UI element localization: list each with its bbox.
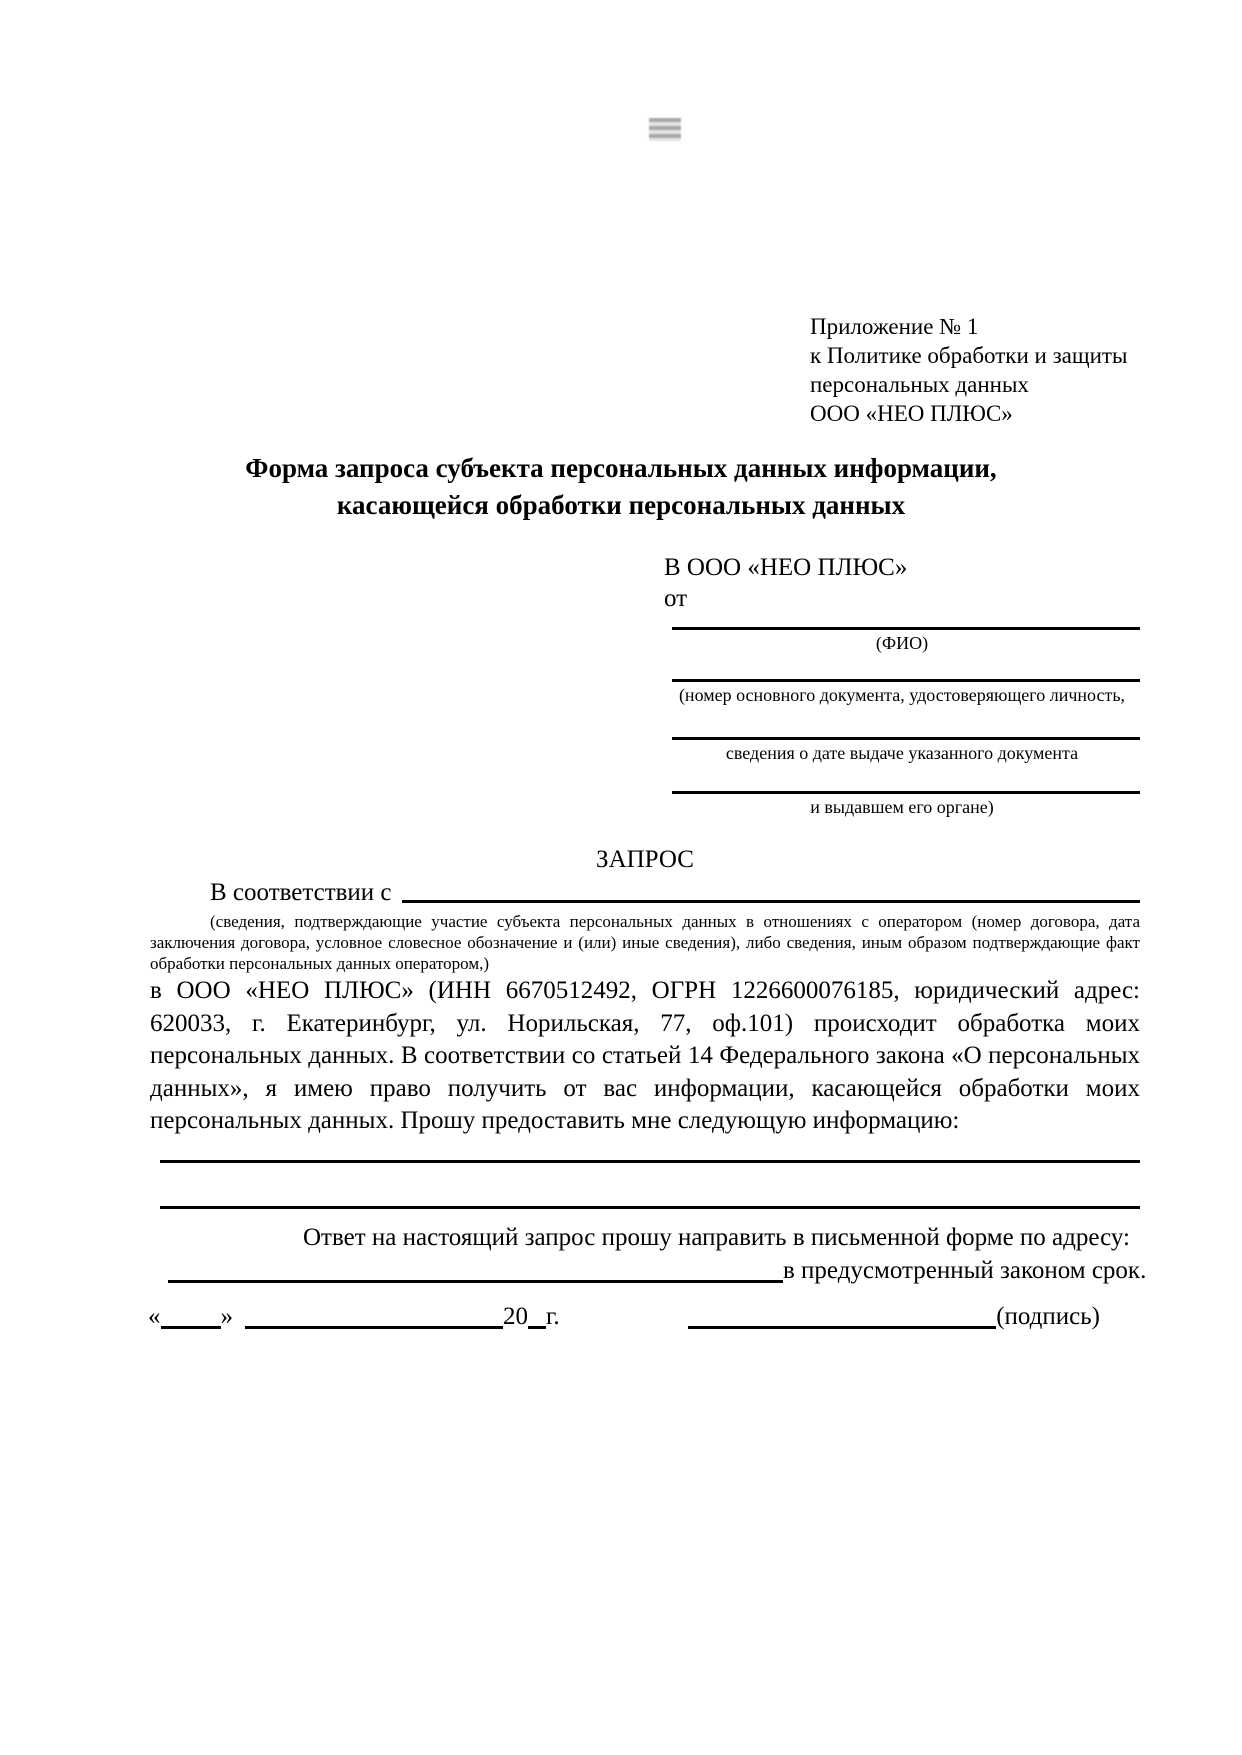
- date-open-quote: «: [148, 1303, 161, 1330]
- doc-issuer-blank-line: [672, 791, 1140, 794]
- fine-print-note: (сведения, подтверждающие участие субъекта персональных данных в отношениях с оператором (номер договора, дата заключения договора, условное словесное обозначение и (или) иные сведения), либо сведения, иным образом подтверждающие факт обработки персональных данных оператором,): [150, 912, 1140, 973]
- page-title-line2: касающейся обработки персональных данных: [336, 490, 906, 520]
- addressee-block: [664, 552, 1140, 818]
- page-title-line1: Форма запроса субъекта персональных данных информации,: [245, 453, 997, 483]
- doc-date-caption: сведения о дате выдаче указанного документа: [725, 743, 1079, 763]
- blurred-logo-image: [649, 118, 681, 141]
- request-section: [150, 878, 1147, 1287]
- info-blank-line-2: [160, 1206, 1140, 1209]
- intro-row: [150, 878, 1140, 908]
- addressee-to: В ООО «НЕО ПЛЮС»: [664, 554, 908, 581]
- intro-prefix: В соответствии с: [210, 879, 392, 906]
- date-line: [148, 1301, 560, 1332]
- appendix-line: ООО «НЕО ПЛЮС»: [810, 401, 1013, 426]
- signature-blank-line: [688, 1325, 996, 1329]
- appendix-block: [810, 312, 1127, 428]
- appendix-line: к Политике обработки и защиты: [810, 343, 1128, 368]
- intro-blank-line: [402, 878, 1140, 903]
- date-year-blank: [528, 1325, 546, 1329]
- footer-row: [148, 1301, 1140, 1332]
- doc-number-blank-line: [672, 679, 1140, 682]
- signature-caption: (подпись): [996, 1303, 1100, 1330]
- fio-caption: (ФИО): [875, 633, 929, 653]
- reply-instruction: Ответ на настоящий запрос прошу направить в письменной форме по адресу:: [303, 1223, 1130, 1251]
- addressee-from: от: [664, 585, 688, 612]
- doc-issuer-caption: и выдавшем его органе): [810, 797, 994, 817]
- date-month-blank: [245, 1325, 503, 1329]
- date-close-quote: »: [220, 1303, 233, 1330]
- reply-deadline: в предусмотренный законом срок.: [783, 1256, 1147, 1284]
- request-body-paragraph: в ООО «НЕО ПЛЮС» (ИНН 6670512492, ОГРН 1226600076185, юридический адрес: 620033, г. Екатеринбург, ул. Норильская, 77, оф.101) происходит обработка моих персональных данных. В соответствии со статьей 14 Федерального закона «О персональных данных», я имею право получить от вас информации, касающейся обработки моих персональных данных. Прошу предоставить мне следующую информацию:: [150, 977, 1140, 1134]
- fio-blank-line: [672, 627, 1140, 630]
- appendix-line: Приложение № 1: [810, 314, 979, 339]
- signature-group: [688, 1301, 1100, 1332]
- page-title: [80, 450, 1162, 524]
- appendix-line: персональных данных: [810, 372, 1029, 397]
- doc-number-caption: (номер основного документа, удостоверяющего личность,: [678, 685, 1126, 705]
- address-blank-line: [168, 1279, 783, 1283]
- doc-date-blank-line: [672, 737, 1140, 740]
- date-year-suffix: г.: [546, 1303, 560, 1330]
- date-day-blank: [161, 1325, 221, 1329]
- request-heading: ЗАПРОС: [596, 846, 694, 873]
- info-blank-line-1: [160, 1160, 1140, 1163]
- date-year: 20: [503, 1303, 528, 1330]
- reply-row: [150, 1254, 1147, 1287]
